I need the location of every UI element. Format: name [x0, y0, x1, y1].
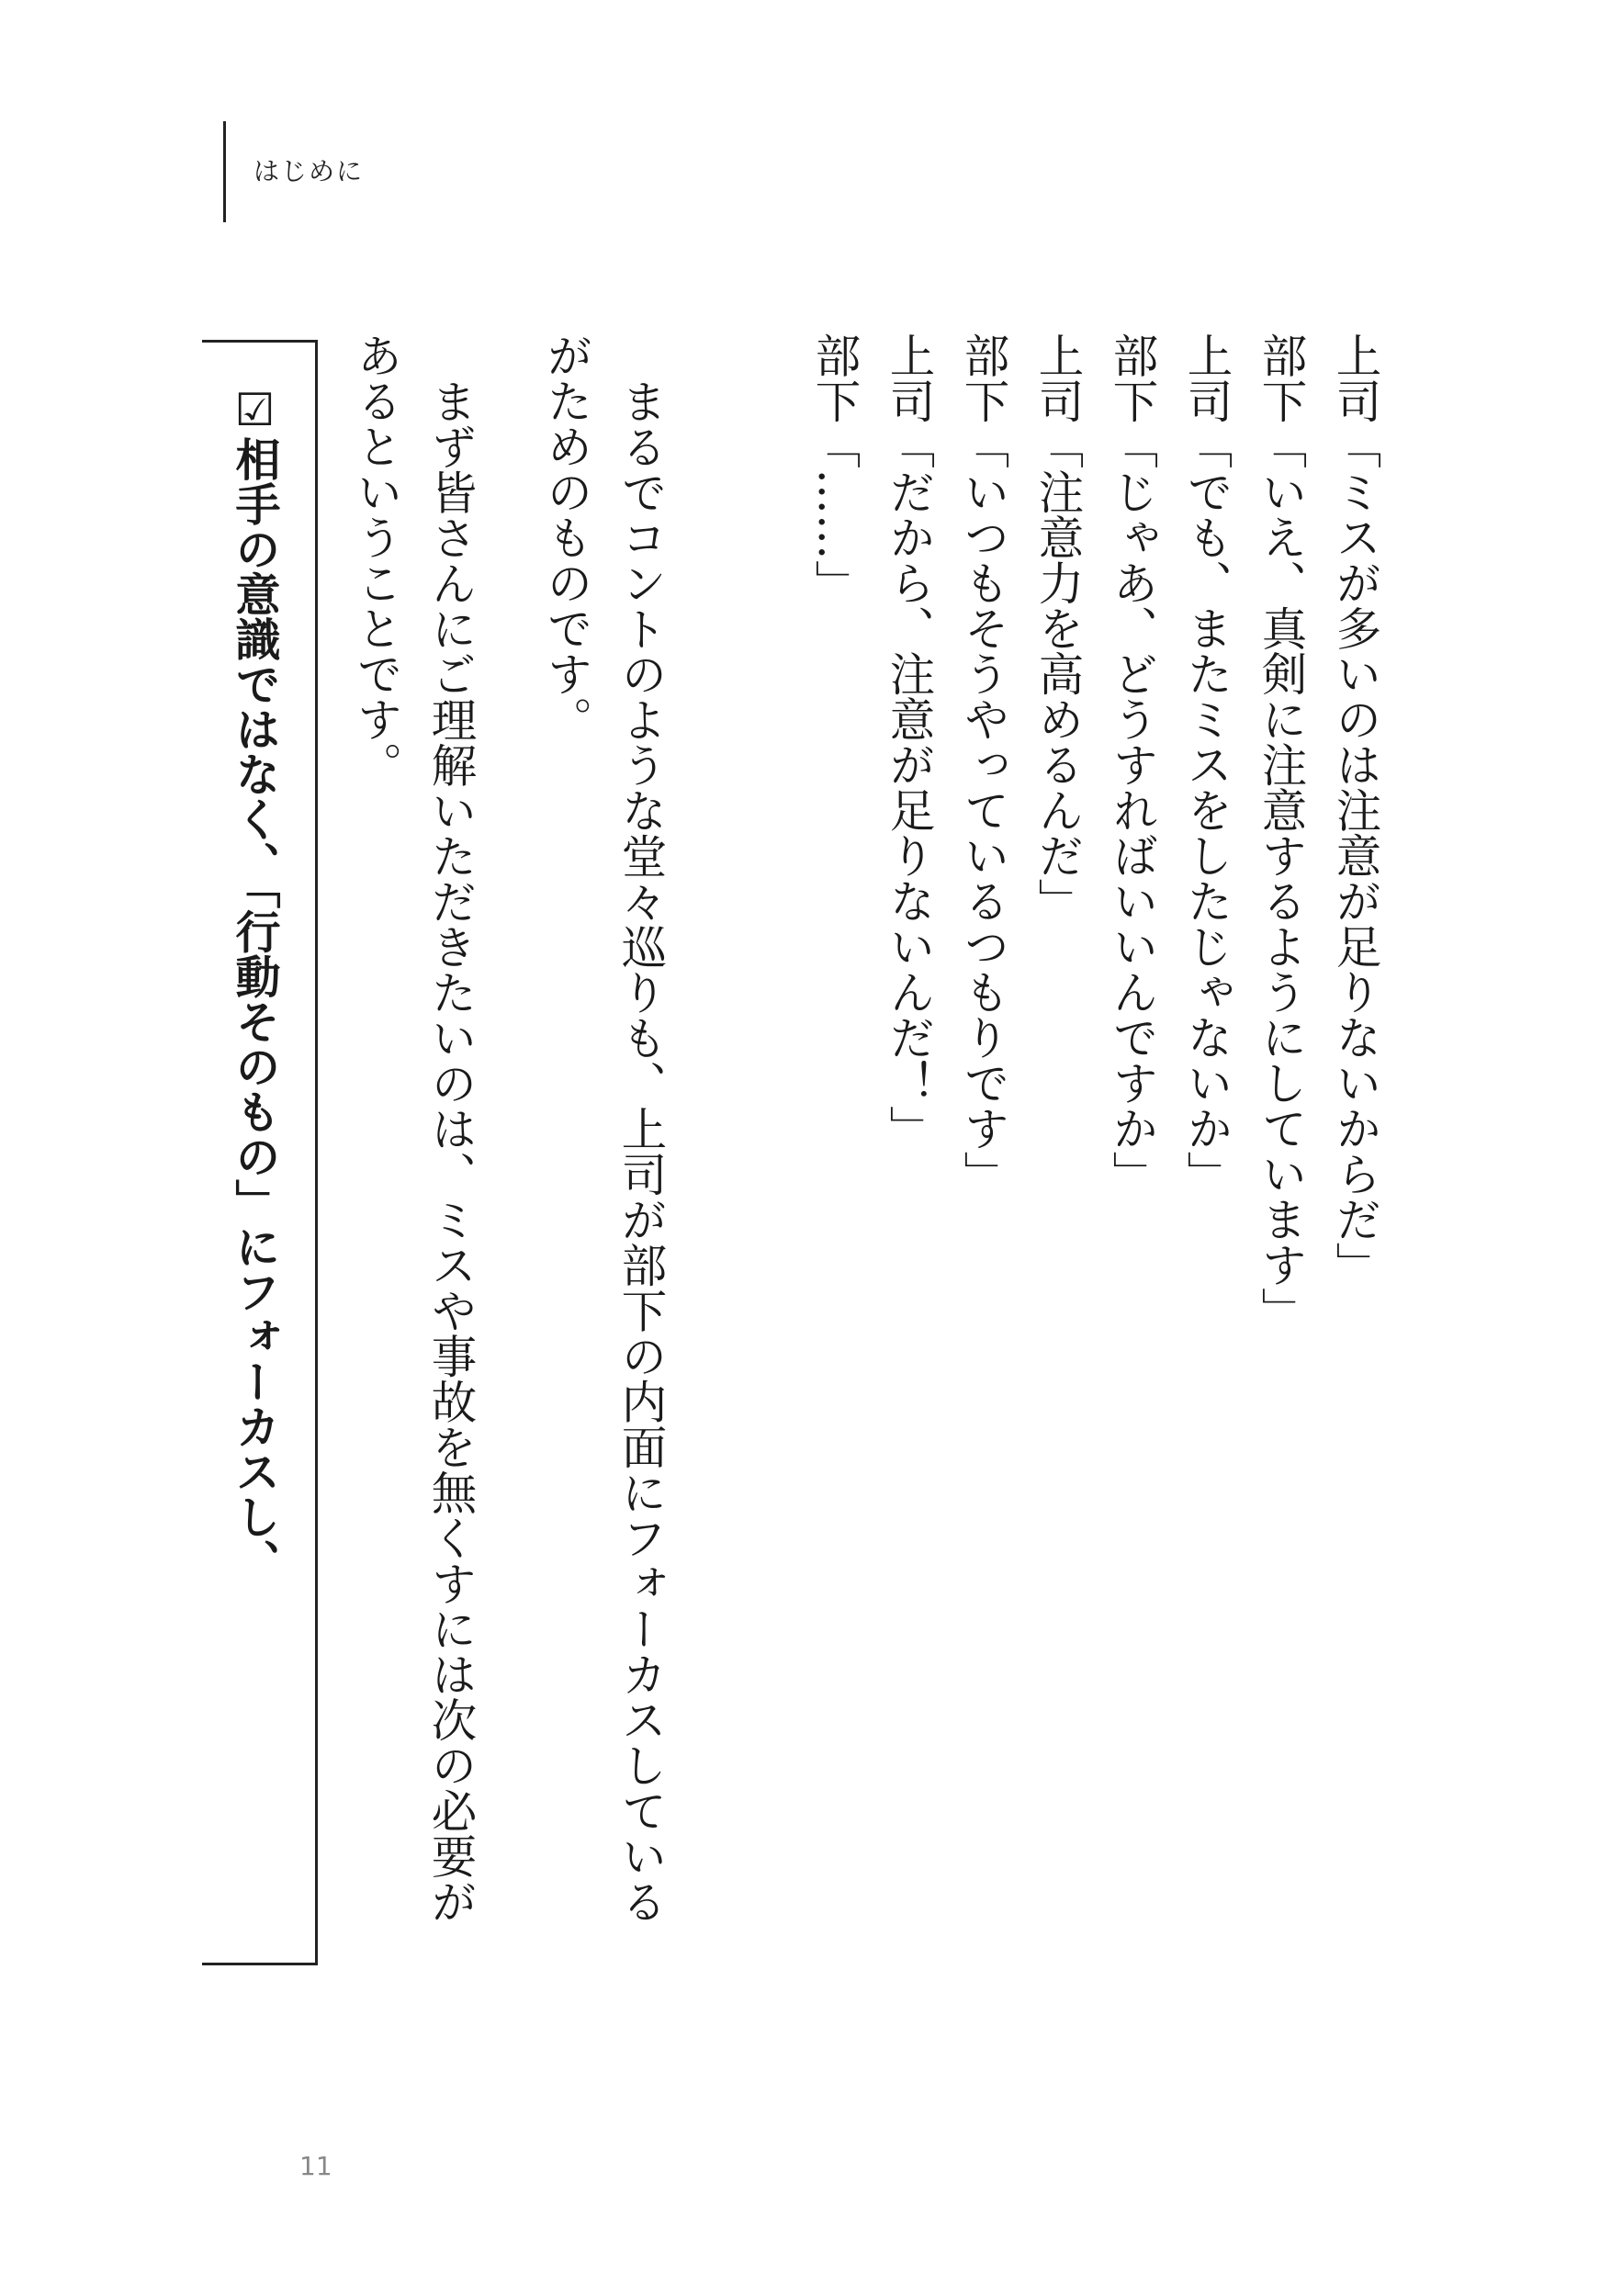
- dialogue-text: 「……」: [808, 423, 862, 605]
- dialogue-line: [1244, 332, 1318, 1352]
- dialogue-line: [1318, 332, 1392, 1352]
- narrative-paragraph: まるでコントのような堂々巡りも、上司が部下の内面にフォーカスしているがためのものです。: [540, 332, 668, 1924]
- dialogue-line: [872, 332, 946, 1352]
- header-rule: [223, 121, 226, 222]
- speaker-label: 部下: [808, 332, 862, 423]
- speaker-label: 上司: [1329, 332, 1382, 423]
- dialogue-text: 「注意力を高めるんだ」: [1031, 423, 1085, 924]
- dialogue-text: 「じゃあ、どうすればいいんですか」: [1106, 423, 1159, 1197]
- speaker-label: 上司: [1031, 332, 1085, 423]
- page-number: 11: [299, 2151, 332, 2181]
- dialogue-line: [946, 332, 1020, 1352]
- dialogue-text: 「いつもそうやっているつもりです」: [957, 423, 1010, 1197]
- dialogue-block: [797, 332, 1392, 1352]
- chapter-title: はじめに: [253, 156, 365, 186]
- narrative-paragraph: まず皆さんにご理解いただきたいのは、ミスや事故を無くすには次の必要があるということです。: [350, 332, 478, 1924]
- dialogue-line: [797, 332, 872, 1352]
- speaker-label: 上司: [1180, 332, 1233, 423]
- dialogue-line: [1020, 332, 1095, 1352]
- paragraph-gap: [488, 332, 529, 1944]
- speaker-label: 部下: [1106, 332, 1159, 423]
- dialogue-line: [1169, 332, 1244, 1352]
- checkbox-checked-icon: ☑: [229, 384, 281, 436]
- dialogue-line: [1095, 332, 1169, 1352]
- speaker-label: 部下: [957, 332, 1010, 423]
- dialogue-text: 「でも、またミスをしたじゃないか」: [1180, 423, 1233, 1197]
- dialogue-text: 「だから、注意が足りないんだ！」: [883, 423, 936, 1151]
- dialogue-text: 「ミスが多いのは注意が足りないからだ」: [1329, 423, 1382, 1288]
- speaker-label: 部下: [1255, 332, 1308, 423]
- callout-text: 相手の意識ではなく、「行動そのもの」にフォーカスし、: [229, 436, 281, 1584]
- narrative-block: [339, 332, 678, 1944]
- dialogue-text: 「いえ、真剣に注意するようにしています」: [1255, 423, 1308, 1333]
- callout-heading: [227, 384, 282, 1584]
- speaker-label: 上司: [883, 332, 936, 423]
